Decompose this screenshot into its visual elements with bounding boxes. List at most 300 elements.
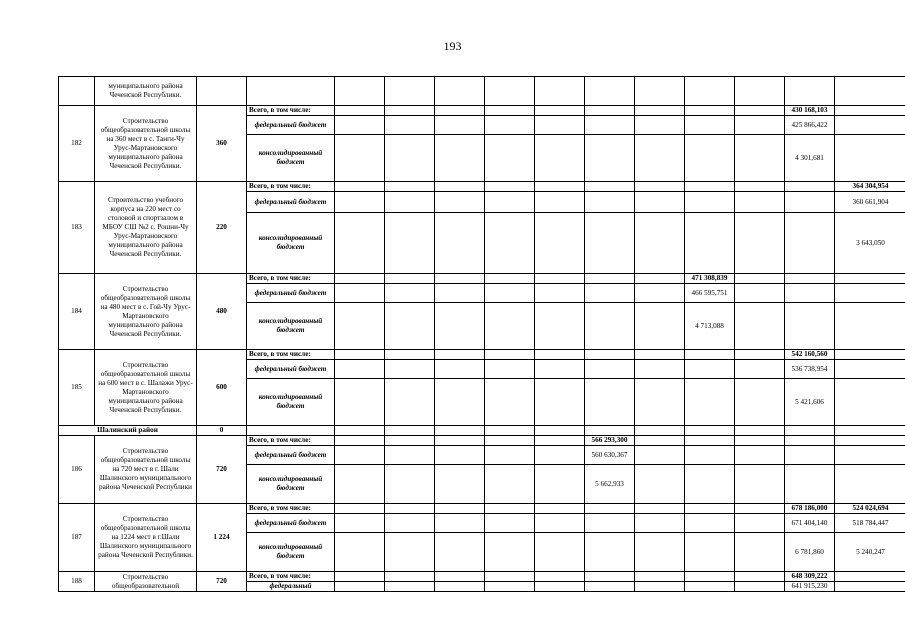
capacity: 1 224 (197, 504, 247, 572)
empty-cell (485, 274, 535, 284)
row-number: 185 (59, 350, 95, 426)
empty-cell (735, 582, 785, 592)
empty-cell (835, 274, 905, 284)
empty-cell (435, 106, 485, 116)
financing-source: федеральный бюджет (247, 446, 335, 465)
empty-cell (435, 274, 485, 284)
empty-cell (335, 426, 385, 436)
financing-source: федеральный бюджет (247, 360, 335, 379)
empty-cell (485, 135, 535, 182)
financing-source: Всего, в том числе: (247, 182, 335, 192)
empty-cell (735, 274, 785, 284)
empty-cell (635, 350, 685, 360)
empty-cell (585, 303, 635, 350)
empty-cell (635, 504, 685, 514)
empty-cell (485, 303, 535, 350)
value-cell: 6 781,860 (785, 533, 835, 572)
empty-cell (535, 514, 585, 533)
empty-cell (635, 116, 685, 135)
empty-cell (535, 426, 585, 436)
empty-cell (335, 303, 385, 350)
empty-cell (835, 303, 905, 350)
empty-cell (435, 303, 485, 350)
empty-cell (335, 465, 385, 504)
financing-source: консолидированный бюджет (247, 465, 335, 504)
object-name: Строительство общеобразовательной школы на 600 мест в с. Шалажи Урус-Мартановского муниципального района Чеченской Республики. (95, 350, 197, 426)
empty-cell (535, 284, 585, 303)
empty-cell (685, 533, 735, 572)
value-cell: 4 713,088 (685, 303, 735, 350)
empty-cell (385, 135, 435, 182)
value-cell: 3 643,050 (835, 213, 905, 274)
empty-cell (435, 350, 485, 360)
value-cell: 5 240,247 (835, 533, 905, 572)
empty-cell (735, 379, 785, 426)
empty-cell (535, 274, 585, 284)
financing-source: консолидированный бюджет (247, 213, 335, 274)
table-row (59, 350, 905, 360)
empty-cell (785, 284, 835, 303)
empty-cell (835, 360, 905, 379)
empty-cell (335, 504, 385, 514)
district-row (59, 426, 905, 436)
financing-source: консолидированный бюджет (247, 303, 335, 350)
empty-cell (335, 379, 385, 426)
empty-cell (485, 360, 535, 379)
empty-cell (385, 436, 435, 446)
object-name: Строительство общеобразовательной (95, 572, 197, 592)
empty-cell (435, 284, 485, 303)
value-cell: 430 168,103 (785, 106, 835, 116)
empty-cell (535, 446, 585, 465)
empty-cell (485, 426, 535, 436)
empty-cell (785, 426, 835, 436)
empty-cell (335, 135, 385, 182)
capacity: 360 (197, 106, 247, 182)
financing-source: консолидированный бюджет (247, 135, 335, 182)
empty-cell (335, 284, 385, 303)
empty-cell (835, 77, 905, 106)
empty-cell (785, 182, 835, 192)
value-cell: 671 404,140 (785, 514, 835, 533)
financing-source: федеральный бюджет (247, 514, 335, 533)
empty-cell (635, 77, 685, 106)
financing-source: федеральный бюджет (247, 192, 335, 213)
empty-cell (835, 106, 905, 116)
empty-cell (835, 446, 905, 465)
empty-cell (385, 213, 435, 274)
empty-cell (735, 514, 785, 533)
value-cell: 678 186,000 (785, 504, 835, 514)
empty-cell (785, 465, 835, 504)
object-name: Строительство общеобразовательной школы на 1224 мест в г.Шали Шалинского муниципального района Чеченской Республики. (95, 504, 197, 572)
empty-cell (385, 426, 435, 436)
empty-cell (535, 213, 585, 274)
empty-cell (385, 303, 435, 350)
empty-cell (835, 116, 905, 135)
empty-cell (735, 465, 785, 504)
row-number: 182 (59, 106, 95, 182)
empty-cell (335, 182, 385, 192)
empty-cell (735, 350, 785, 360)
value-cell: 641 915,230 (785, 582, 835, 592)
empty-cell (685, 572, 735, 582)
empty-cell (335, 106, 385, 116)
empty-cell (735, 426, 785, 436)
empty-cell (685, 192, 735, 213)
empty-cell (685, 379, 735, 426)
empty-cell (635, 514, 685, 533)
empty-cell (585, 77, 635, 106)
empty-cell (385, 350, 435, 360)
empty-cell (585, 135, 635, 182)
page-number: 193 (443, 39, 462, 53)
empty-cell (585, 106, 635, 116)
empty-cell (485, 106, 535, 116)
empty-cell (685, 135, 735, 182)
empty-cell (385, 77, 435, 106)
empty-cell (585, 284, 635, 303)
empty-cell (835, 379, 905, 426)
empty-cell (835, 284, 905, 303)
empty-cell (835, 572, 905, 582)
table-row (59, 572, 905, 582)
empty-cell (635, 446, 685, 465)
empty-cell (435, 504, 485, 514)
financing-source: Всего, в том числе: (247, 274, 335, 284)
empty-cell (835, 465, 905, 504)
empty-cell (635, 426, 685, 436)
empty-cell (685, 514, 735, 533)
capacity: 600 (197, 350, 247, 426)
value-cell: 5 421,606 (785, 379, 835, 426)
empty-cell (685, 465, 735, 504)
empty-cell (735, 533, 785, 572)
empty-cell (435, 213, 485, 274)
empty-cell (385, 465, 435, 504)
empty-cell (685, 446, 735, 465)
value-cell: 566 293,300 (585, 436, 635, 446)
financing-source (247, 77, 335, 106)
empty-cell (585, 426, 635, 436)
table-row (59, 436, 905, 446)
empty-cell (485, 504, 535, 514)
empty-cell (485, 379, 535, 426)
empty-cell (735, 106, 785, 116)
empty-cell (735, 192, 785, 213)
empty-cell (785, 274, 835, 284)
financing-source: федеральный бюджет (247, 116, 335, 135)
empty-cell (635, 135, 685, 182)
empty-cell (635, 360, 685, 379)
empty-cell (535, 572, 585, 582)
empty-cell (735, 504, 785, 514)
empty-cell (835, 350, 905, 360)
empty-cell (335, 360, 385, 379)
object-name: Строительство общеобразовательной школы на 720 мест в г. Шали Шалинского муниципального района Чеченской Республики (95, 436, 197, 504)
empty-cell (735, 284, 785, 303)
empty-cell (785, 77, 835, 106)
empty-cell (685, 426, 735, 436)
empty-cell (385, 274, 435, 284)
empty-cell (635, 182, 685, 192)
capacity: 0 (197, 426, 247, 436)
value-cell: 425 866,422 (785, 116, 835, 135)
object-name: Строительство учебного корпуса на 220 мест со столовой и спортзалом в МБОУ СШ №2 с. Рошни-Чу Урус-Мартановского муниципального района Чеченской Республики. (95, 182, 197, 274)
empty-cell (485, 116, 535, 135)
empty-cell (435, 192, 485, 213)
financing-source: Всего, в том числе: (247, 572, 335, 582)
empty-cell (385, 582, 435, 592)
empty-cell (335, 116, 385, 135)
empty-cell (585, 514, 635, 533)
empty-cell (385, 106, 435, 116)
empty-cell (435, 182, 485, 192)
value-cell: 536 738,954 (785, 360, 835, 379)
object-name: муниципального района Чеченской Республики. (95, 77, 197, 106)
empty-cell (535, 533, 585, 572)
empty-cell (535, 360, 585, 379)
empty-cell (685, 182, 735, 192)
empty-cell (835, 582, 905, 592)
empty-cell (585, 533, 635, 572)
value-cell: 364 304,954 (835, 182, 905, 192)
empty-cell (335, 572, 385, 582)
empty-cell (485, 284, 535, 303)
empty-cell (635, 106, 685, 116)
financing-source (247, 426, 335, 436)
empty-cell (585, 192, 635, 213)
table-row (59, 106, 905, 116)
row-number: 186 (59, 436, 95, 504)
empty-cell (635, 572, 685, 582)
empty-cell (335, 192, 385, 213)
financing-source: Всего, в том числе: (247, 106, 335, 116)
empty-cell (335, 582, 385, 592)
empty-cell (535, 77, 585, 106)
row-number (59, 77, 95, 106)
empty-cell (435, 446, 485, 465)
empty-cell (335, 213, 385, 274)
empty-cell (785, 303, 835, 350)
financing-source: федеральный бюджет (247, 284, 335, 303)
empty-cell (735, 572, 785, 582)
empty-cell (335, 533, 385, 572)
financing-source: Всего, в том числе: (247, 350, 335, 360)
empty-cell (485, 436, 535, 446)
empty-cell (685, 582, 735, 592)
empty-cell (385, 182, 435, 192)
empty-cell (385, 533, 435, 572)
empty-cell (535, 465, 585, 504)
empty-cell (335, 77, 385, 106)
empty-cell (535, 504, 585, 514)
empty-cell (785, 213, 835, 274)
empty-cell (635, 192, 685, 213)
empty-cell (835, 135, 905, 182)
empty-cell (635, 303, 685, 350)
empty-cell (685, 350, 735, 360)
empty-cell (735, 77, 785, 106)
budget-table (58, 76, 905, 592)
capacity: 720 (197, 436, 247, 504)
empty-cell (485, 446, 535, 465)
row-number: 184 (59, 274, 95, 350)
value-cell: 471 308,839 (685, 274, 735, 284)
empty-cell (435, 426, 485, 436)
empty-cell (535, 303, 585, 350)
empty-cell (535, 582, 585, 592)
empty-cell (685, 77, 735, 106)
empty-cell (585, 572, 635, 582)
empty-cell (335, 514, 385, 533)
object-name: Строительство общеобразовательной школы на 480 мест в с. Гой-Чу Урус-Мартановского муниципального района Чеченской Республики. (95, 274, 197, 350)
empty-cell (535, 192, 585, 213)
empty-cell (585, 350, 635, 360)
empty-cell (685, 116, 735, 135)
table-row (59, 504, 905, 514)
empty-cell (485, 192, 535, 213)
empty-cell (435, 360, 485, 379)
empty-cell (385, 446, 435, 465)
empty-cell (435, 465, 485, 504)
empty-cell (535, 135, 585, 182)
value-cell: 560 630,367 (585, 446, 635, 465)
financing-source: консолидированный бюджет (247, 533, 335, 572)
financing-source: Всего, в том числе: (247, 436, 335, 446)
empty-cell (435, 582, 485, 592)
empty-cell (435, 116, 485, 135)
empty-cell (485, 514, 535, 533)
empty-cell (735, 436, 785, 446)
empty-cell (535, 182, 585, 192)
empty-cell (535, 106, 585, 116)
empty-cell (335, 350, 385, 360)
empty-cell (485, 582, 535, 592)
empty-cell (335, 436, 385, 446)
object-name: Строительство общеобразовательной школы на 360 мест в с. Танги-Чу Урус-Мартановского муниципального района Чеченской Республики. (95, 106, 197, 182)
capacity: 720 (197, 572, 247, 592)
empty-cell (435, 533, 485, 572)
empty-cell (785, 446, 835, 465)
empty-cell (385, 360, 435, 379)
empty-cell (435, 135, 485, 182)
value-cell: 5 662,933 (585, 465, 635, 504)
empty-cell (635, 274, 685, 284)
empty-cell (435, 572, 485, 582)
empty-cell (835, 436, 905, 446)
empty-cell (735, 135, 785, 182)
value-cell: 648 309,222 (785, 572, 835, 582)
empty-cell (585, 213, 635, 274)
financing-source: консолидированный бюджет (247, 379, 335, 426)
empty-cell (535, 116, 585, 135)
empty-cell (685, 436, 735, 446)
empty-cell (385, 514, 435, 533)
empty-cell (585, 274, 635, 284)
row-number: 183 (59, 182, 95, 274)
empty-cell (335, 446, 385, 465)
empty-cell (635, 582, 685, 592)
empty-cell (735, 213, 785, 274)
empty-cell (635, 436, 685, 446)
empty-cell (335, 274, 385, 284)
empty-cell (585, 379, 635, 426)
empty-cell (485, 465, 535, 504)
empty-cell (785, 192, 835, 213)
empty-cell (385, 379, 435, 426)
empty-cell (635, 284, 685, 303)
empty-cell (385, 572, 435, 582)
row-number: 188 (59, 572, 95, 592)
empty-cell (685, 106, 735, 116)
value-cell: 518 784,447 (835, 514, 905, 533)
empty-cell (435, 436, 485, 446)
empty-cell (485, 572, 535, 582)
empty-cell (485, 77, 535, 106)
empty-cell (785, 436, 835, 446)
empty-cell (635, 379, 685, 426)
empty-cell (435, 514, 485, 533)
empty-cell (685, 360, 735, 379)
empty-cell (685, 504, 735, 514)
capacity: 480 (197, 274, 247, 350)
empty-cell (735, 182, 785, 192)
empty-cell (735, 303, 785, 350)
empty-cell (585, 116, 635, 135)
empty-cell (385, 192, 435, 213)
empty-cell (635, 533, 685, 572)
empty-cell (435, 379, 485, 426)
empty-cell (585, 182, 635, 192)
empty-cell (385, 116, 435, 135)
empty-cell (585, 360, 635, 379)
value-cell: 360 661,904 (835, 192, 905, 213)
empty-cell (385, 504, 435, 514)
empty-cell (735, 446, 785, 465)
table-row (59, 182, 905, 192)
empty-cell (385, 284, 435, 303)
empty-cell (585, 504, 635, 514)
table-row (59, 77, 905, 106)
financing-source: Всего, в том числе: (247, 504, 335, 514)
capacity: 220 (197, 182, 247, 274)
empty-cell (535, 350, 585, 360)
value-cell: 542 160,560 (785, 350, 835, 360)
empty-cell (685, 213, 735, 274)
empty-cell (485, 533, 535, 572)
capacity (197, 77, 247, 106)
empty-cell (485, 350, 535, 360)
district-name: Шалинский район (59, 426, 197, 436)
empty-cell (485, 213, 535, 274)
empty-cell (835, 426, 905, 436)
value-cell: 524 024,694 (835, 504, 905, 514)
empty-cell (435, 77, 485, 106)
empty-cell (635, 465, 685, 504)
empty-cell (585, 582, 635, 592)
empty-cell (735, 116, 785, 135)
value-cell: 466 595,751 (685, 284, 735, 303)
table-row (59, 274, 905, 284)
row-number: 187 (59, 504, 95, 572)
empty-cell (485, 182, 535, 192)
value-cell: 4 301,681 (785, 135, 835, 182)
empty-cell (635, 213, 685, 274)
empty-cell (535, 379, 585, 426)
financing-source: федеральный (247, 582, 335, 592)
empty-cell (535, 436, 585, 446)
